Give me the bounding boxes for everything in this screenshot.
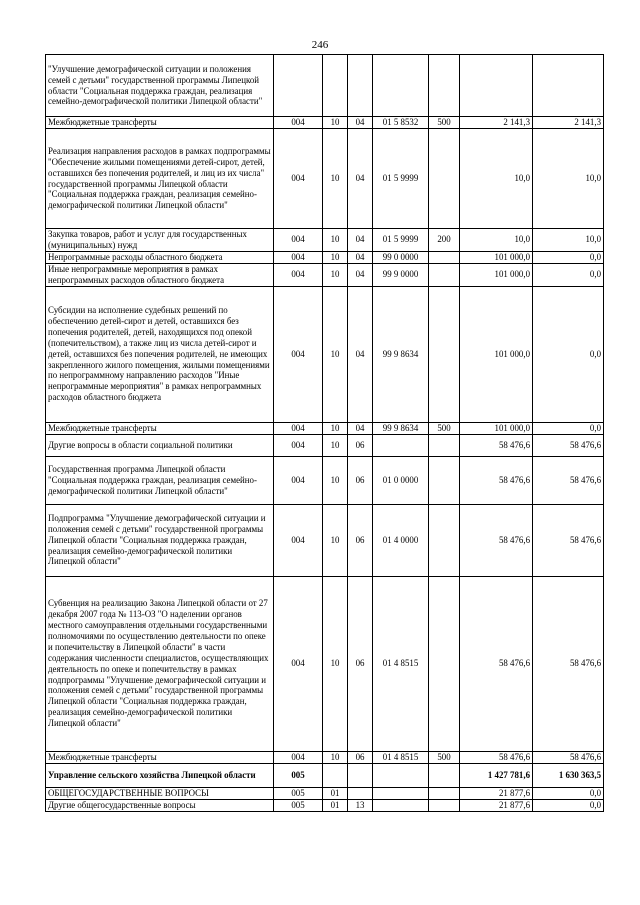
row-sum-year2-cell: 0,0	[533, 286, 604, 422]
row-ved-cell: 004	[274, 504, 323, 576]
row-rz-cell	[323, 763, 348, 787]
row-name-cell: Субвенция на реализацию Закона Липецкой области от 27 декабря 2007 года № 113-ОЗ "О наделении органов местного самоуправления отдельными государственными полномочиями по осуществлению деятельности по опеке и попечительству в Липецкой области" в части содержания численности специалистов, осуществляющих деятельность по опеке и попечительству в рамках подпрограммы "Улучшение демографической ситуации и положения семей с детьми" государственной программы Липецкой области "Социальная поддержка граждан, реализация семейно-демографической политики Липецкой области"	[46, 576, 274, 751]
row-ved-cell: 004	[274, 456, 323, 504]
row-csr-cell	[373, 799, 429, 811]
row-name-cell: Межбюджетные трансферты	[46, 422, 274, 434]
table-row	[46, 751, 604, 763]
budget-table	[45, 54, 604, 812]
row-ved-cell: 004	[274, 263, 323, 286]
row-sum-year1-cell: 101 000,0	[460, 263, 533, 286]
table-row	[46, 787, 604, 799]
row-rz-cell: 10	[323, 422, 348, 434]
row-sum-year2-cell: 0,0	[533, 422, 604, 434]
row-csr-cell: 99 9 8634	[373, 286, 429, 422]
row-sum-year2-cell: 10,0	[533, 229, 604, 252]
row-vr-cell	[429, 263, 460, 286]
row-sum-year1-cell: 21 877,6	[460, 787, 533, 799]
row-name-cell: Межбюджетные трансферты	[46, 751, 274, 763]
row-sum-year1-cell: 58 476,6	[460, 576, 533, 751]
row-name-cell: Другие общегосударственные вопросы	[46, 799, 274, 811]
row-sum-year2-cell: 1 630 363,5	[533, 763, 604, 787]
row-name-cell: "Улучшение демографической ситуации и положения семей с детьми" государственной программы Липецкой области "Социальная поддержка граждан, реализация семейно-демографической политики Липецкой области"	[46, 55, 274, 117]
row-sum-year1-cell: 101 000,0	[460, 286, 533, 422]
row-ved-cell: 005	[274, 799, 323, 811]
row-pr-cell: 04	[348, 263, 373, 286]
row-name-cell: Реализация направления расходов в рамках подпрограммы "Обеспечение жилыми помещениями детей-сирот, детей, оставшихся без попечения родителей, и лиц из их числа" государственной программы Липецкой области "Социальная поддержка граждан, реализация семейно-демографической политики Липецкой области"	[46, 129, 274, 229]
row-sum-year2-cell: 58 476,6	[533, 504, 604, 576]
row-csr-cell: 01 4 8515	[373, 576, 429, 751]
row-pr-cell: 06	[348, 504, 373, 576]
row-rz-cell: 10	[323, 229, 348, 252]
row-rz-cell: 10	[323, 129, 348, 229]
row-csr-cell	[373, 763, 429, 787]
row-pr-cell	[348, 787, 373, 799]
row-rz-cell: 10	[323, 576, 348, 751]
row-rz-cell	[323, 55, 348, 117]
row-sum-year1-cell: 10,0	[460, 229, 533, 252]
row-sum-year1-cell: 2 141,3	[460, 117, 533, 129]
row-csr-cell: 99 9 8634	[373, 422, 429, 434]
row-name-cell: Межбюджетные трансферты	[46, 117, 274, 129]
row-pr-cell: 04	[348, 129, 373, 229]
row-ved-cell: 004	[274, 751, 323, 763]
table-row	[46, 799, 604, 811]
page-number: 246	[311, 39, 329, 51]
row-sum-year1-cell: 21 877,6	[460, 799, 533, 811]
row-vr-cell: 500	[429, 117, 460, 129]
row-sum-year2-cell: 0,0	[533, 263, 604, 286]
row-vr-cell	[429, 251, 460, 263]
row-pr-cell	[348, 55, 373, 117]
row-sum-year1-cell: 58 476,6	[460, 504, 533, 576]
row-ved-cell: 004	[274, 434, 323, 456]
row-csr-cell: 01 4 8515	[373, 751, 429, 763]
row-csr-cell	[373, 55, 429, 117]
row-name-cell: Управление сельского хозяйства Липецкой области	[46, 763, 274, 787]
row-csr-cell: 99 9 0000	[373, 263, 429, 286]
row-ved-cell: 004	[274, 229, 323, 252]
row-rz-cell: 10	[323, 117, 348, 129]
row-vr-cell	[429, 456, 460, 504]
row-csr-cell: 99 0 0000	[373, 251, 429, 263]
table-row	[46, 229, 604, 252]
row-rz-cell: 10	[323, 251, 348, 263]
row-name-cell: Непрограммные расходы областного бюджета	[46, 251, 274, 263]
table-row	[46, 117, 604, 129]
row-pr-cell: 06	[348, 434, 373, 456]
row-csr-cell: 01 5 9999	[373, 129, 429, 229]
row-ved-cell: 005	[274, 787, 323, 799]
table-row	[46, 434, 604, 456]
row-rz-cell: 10	[323, 263, 348, 286]
row-sum-year1-cell: 58 476,6	[460, 456, 533, 504]
row-sum-year1-cell: 1 427 781,6	[460, 763, 533, 787]
row-name-cell: Подпрограмма "Улучшение демографической ситуации и положения семей с детьми" государственной программы Липецкой области "Социальная поддержка граждан, реализация семейно-демографической политики Липецкой области"	[46, 504, 274, 576]
row-csr-cell	[373, 434, 429, 456]
table-row	[46, 576, 604, 751]
row-vr-cell	[429, 799, 460, 811]
row-rz-cell: 01	[323, 799, 348, 811]
row-sum-year2-cell: 58 476,6	[533, 751, 604, 763]
row-pr-cell: 04	[348, 286, 373, 422]
row-sum-year2-cell: 58 476,6	[533, 576, 604, 751]
row-vr-cell	[429, 434, 460, 456]
row-pr-cell: 04	[348, 117, 373, 129]
row-rz-cell: 01	[323, 787, 348, 799]
row-ved-cell	[274, 55, 323, 117]
row-vr-cell	[429, 504, 460, 576]
row-rz-cell: 10	[323, 434, 348, 456]
row-pr-cell: 04	[348, 422, 373, 434]
row-sum-year2-cell: 58 476,6	[533, 456, 604, 504]
row-name-cell: Государственная программа Липецкой области "Социальная поддержка граждан, реализация семейно-демографической политики Липецкой области"	[46, 456, 274, 504]
row-sum-year1-cell: 58 476,6	[460, 434, 533, 456]
row-vr-cell: 500	[429, 422, 460, 434]
row-rz-cell: 10	[323, 751, 348, 763]
row-vr-cell	[429, 576, 460, 751]
row-vr-cell	[429, 129, 460, 229]
row-pr-cell: 04	[348, 229, 373, 252]
row-csr-cell: 01 5 8532	[373, 117, 429, 129]
row-sum-year2-cell: 0,0	[533, 787, 604, 799]
row-ved-cell: 005	[274, 763, 323, 787]
row-ved-cell: 004	[274, 251, 323, 263]
row-ved-cell: 004	[274, 422, 323, 434]
row-sum-year2-cell: 0,0	[533, 799, 604, 811]
row-name-cell: Другие вопросы в области социальной политики	[46, 434, 274, 456]
row-csr-cell: 01 0 0000	[373, 456, 429, 504]
row-sum-year1-cell: 58 476,6	[460, 751, 533, 763]
row-name-cell: ОБЩЕГОСУДАРСТВЕННЫЕ ВОПРОСЫ	[46, 787, 274, 799]
row-sum-year2-cell	[533, 55, 604, 117]
row-rz-cell: 10	[323, 456, 348, 504]
row-pr-cell	[348, 763, 373, 787]
row-rz-cell: 10	[323, 286, 348, 422]
row-ved-cell: 004	[274, 129, 323, 229]
row-sum-year2-cell: 10,0	[533, 129, 604, 229]
table-row	[46, 504, 604, 576]
row-sum-year1-cell: 101 000,0	[460, 422, 533, 434]
row-name-cell: Иные непрограммные мероприятия в рамках непрограммных расходов областного бюджета	[46, 263, 274, 286]
row-vr-cell	[429, 55, 460, 117]
row-csr-cell: 01 4 0000	[373, 504, 429, 576]
row-sum-year2-cell: 0,0	[533, 251, 604, 263]
row-pr-cell: 04	[348, 251, 373, 263]
row-name-cell: Закупка товаров, работ и услуг для государственных (муниципальных) нужд	[46, 229, 274, 252]
row-ved-cell: 004	[274, 576, 323, 751]
row-sum-year1-cell: 10,0	[460, 129, 533, 229]
table-row	[46, 129, 604, 229]
row-name-cell: Субсидии на исполнение судебных решений по обеспечению детей-сирот и детей, оставшихся без попечения родителей, детей, находящихся под опекой (попечительством), а также лиц из числа детей-сирот и детей, оставшихся без попечения родителей, не имеющих закрепленного жилого помещения, жилыми помещениями по непрограммному направлению расходов "Иные непрограммные мероприятия" в рамках непрограммных расходов областного бюджета	[46, 286, 274, 422]
row-pr-cell: 06	[348, 576, 373, 751]
row-ved-cell: 004	[274, 286, 323, 422]
row-pr-cell: 06	[348, 456, 373, 504]
table-row	[46, 251, 604, 263]
row-ved-cell: 004	[274, 117, 323, 129]
row-pr-cell: 06	[348, 751, 373, 763]
row-csr-cell	[373, 787, 429, 799]
row-pr-cell: 13	[348, 799, 373, 811]
row-vr-cell	[429, 286, 460, 422]
row-sum-year2-cell: 2 141,3	[533, 117, 604, 129]
table-row	[46, 763, 604, 787]
table-row	[46, 55, 604, 117]
row-vr-cell	[429, 763, 460, 787]
row-vr-cell: 200	[429, 229, 460, 252]
row-sum-year1-cell	[460, 55, 533, 117]
row-sum-year1-cell: 101 000,0	[460, 251, 533, 263]
table-row	[46, 456, 604, 504]
table-row	[46, 286, 604, 422]
row-rz-cell: 10	[323, 504, 348, 576]
row-sum-year2-cell: 58 476,6	[533, 434, 604, 456]
row-csr-cell: 01 5 9999	[373, 229, 429, 252]
table-row	[46, 263, 604, 286]
table-row	[46, 422, 604, 434]
row-vr-cell: 500	[429, 751, 460, 763]
row-vr-cell	[429, 787, 460, 799]
